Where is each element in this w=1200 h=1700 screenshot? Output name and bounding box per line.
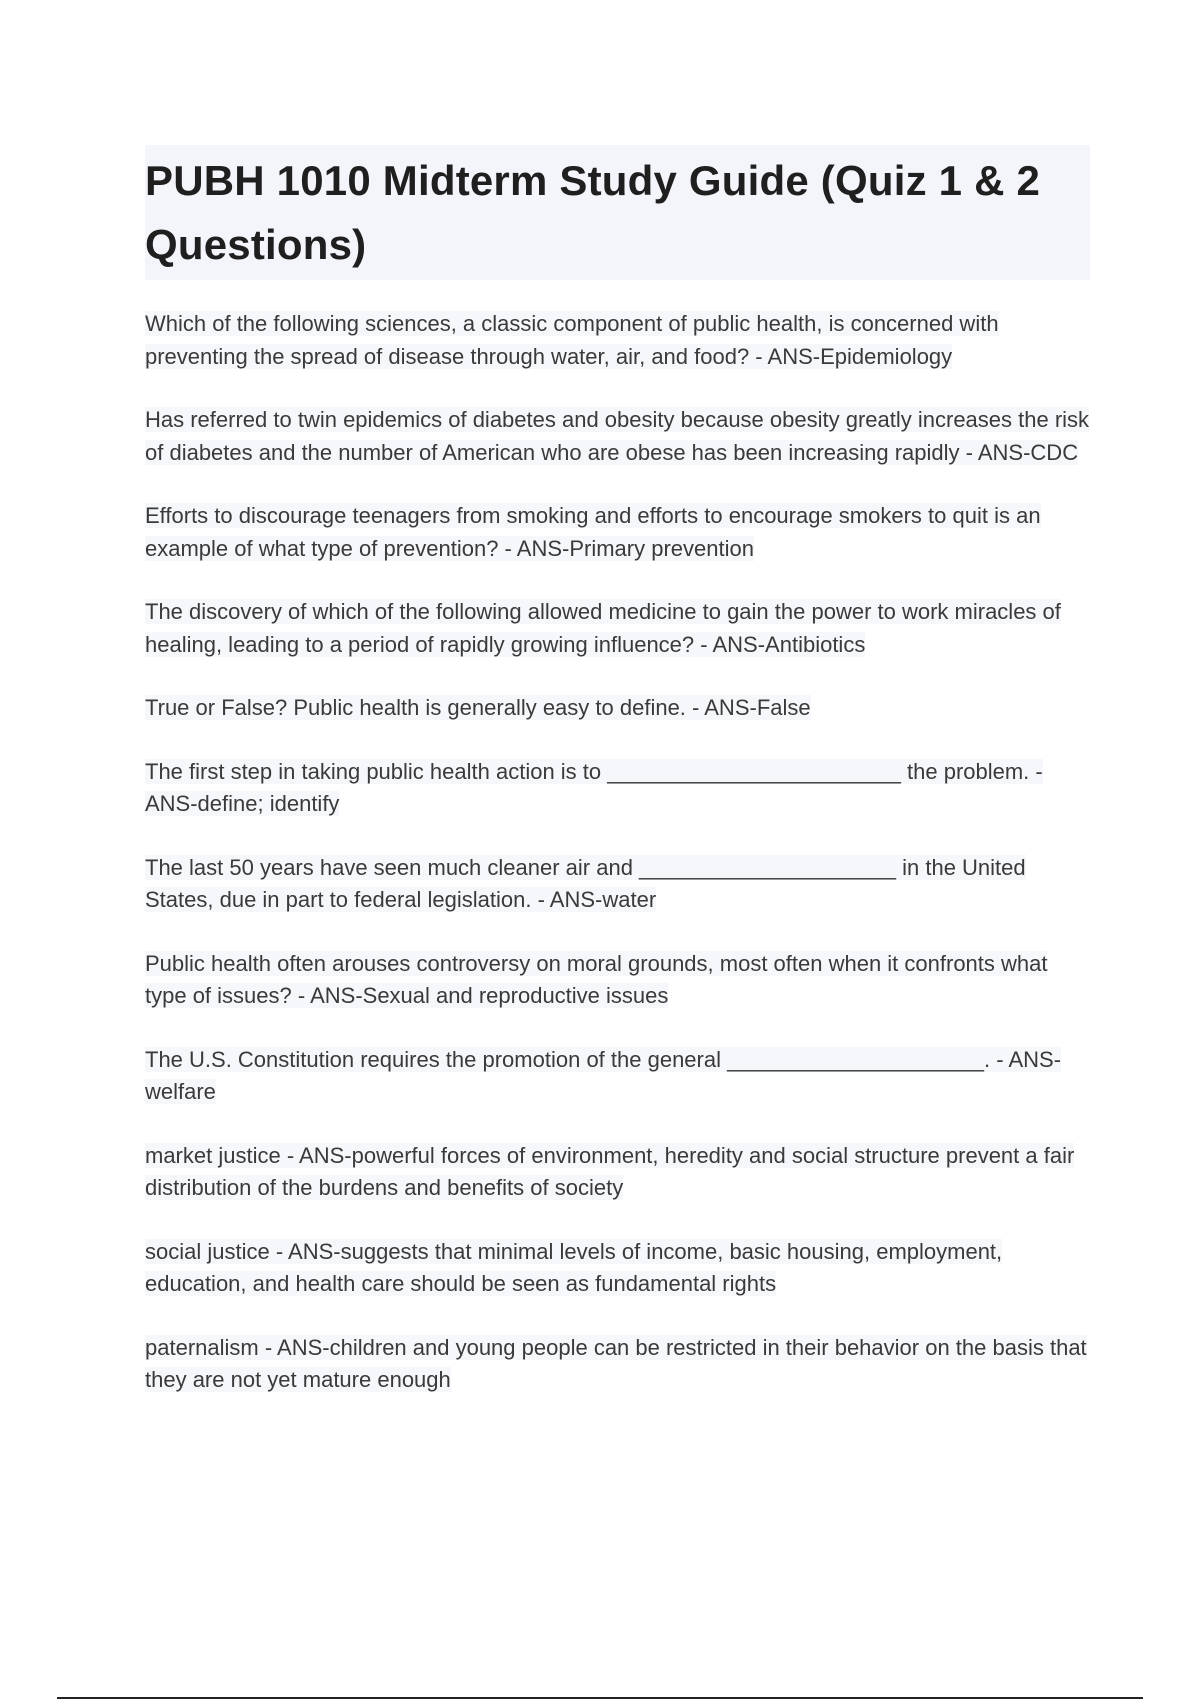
qa-item (145, 948, 1090, 1013)
page-title: PUBH 1010 Midterm Study Guide (Quiz 1 & 2 Questions) (145, 157, 1041, 268)
qa-text: The last 50 years have seen much cleaner air and _____________________ in the United States, due in part to federal legislation. - ANS-water (145, 854, 1026, 912)
qa-text: Which of the following sciences, a classic component of public health, is concerned with preventing the spread of disease through water, air, and food? - ANS-Epidemiology (145, 311, 999, 369)
qa-item (145, 500, 1090, 565)
qa-item (145, 1140, 1090, 1205)
qa-text: The first step in taking public health action is to ________________________ the problem. - ANS-define; identify (145, 758, 1043, 816)
qa-text: Has referred to twin epidemics of diabetes and obesity because obesity greatly increases the risk of diabetes and the number of American who are obese has been increasing rapidly - ANS-CDC (145, 407, 1090, 465)
footer-divider (57, 1697, 1143, 1699)
qa-text: The discovery of which of the following allowed medicine to gain the power to work miracles of healing, leading to a period of rapidly growing influence? - ANS-Antibiotics (145, 599, 1061, 657)
qa-item (145, 852, 1090, 917)
qa-item (145, 404, 1090, 469)
qa-text: True or False? Public health is generally easy to define. - ANS-False (145, 695, 811, 720)
qa-item (145, 692, 1090, 725)
qa-item (145, 1236, 1090, 1301)
qa-item (145, 1332, 1090, 1397)
qa-text: market justice - ANS-powerful forces of environment, heredity and social structure prevent a fair distribution of the burdens and benefits of society (145, 1142, 1075, 1200)
qa-text: Public health often arouses controversy on moral grounds, most often when it confronts what type of issues? - ANS-Sexual and reproductive issues (145, 950, 1048, 1008)
qa-text: Efforts to discourage teenagers from smoking and efforts to encourage smokers to quit is an example of what type of prevention? - ANS-Primary prevention (145, 503, 1041, 561)
qa-text: The U.S. Constitution requires the promotion of the general _____________________. - ANS-welfare (145, 1046, 1062, 1104)
qa-item (145, 1044, 1090, 1109)
qa-item (145, 756, 1090, 821)
qa-list (145, 308, 1090, 1428)
title-block (145, 145, 1090, 280)
qa-text: social justice - ANS-suggests that minimal levels of income, basic housing, employment, education, and health care should be seen as fundamental rights (145, 1238, 1003, 1296)
qa-item (145, 308, 1090, 373)
qa-text: paternalism - ANS-children and young people can be restricted in their behavior on the basis that they are not yet mature enough (145, 1334, 1087, 1392)
qa-item (145, 596, 1090, 661)
